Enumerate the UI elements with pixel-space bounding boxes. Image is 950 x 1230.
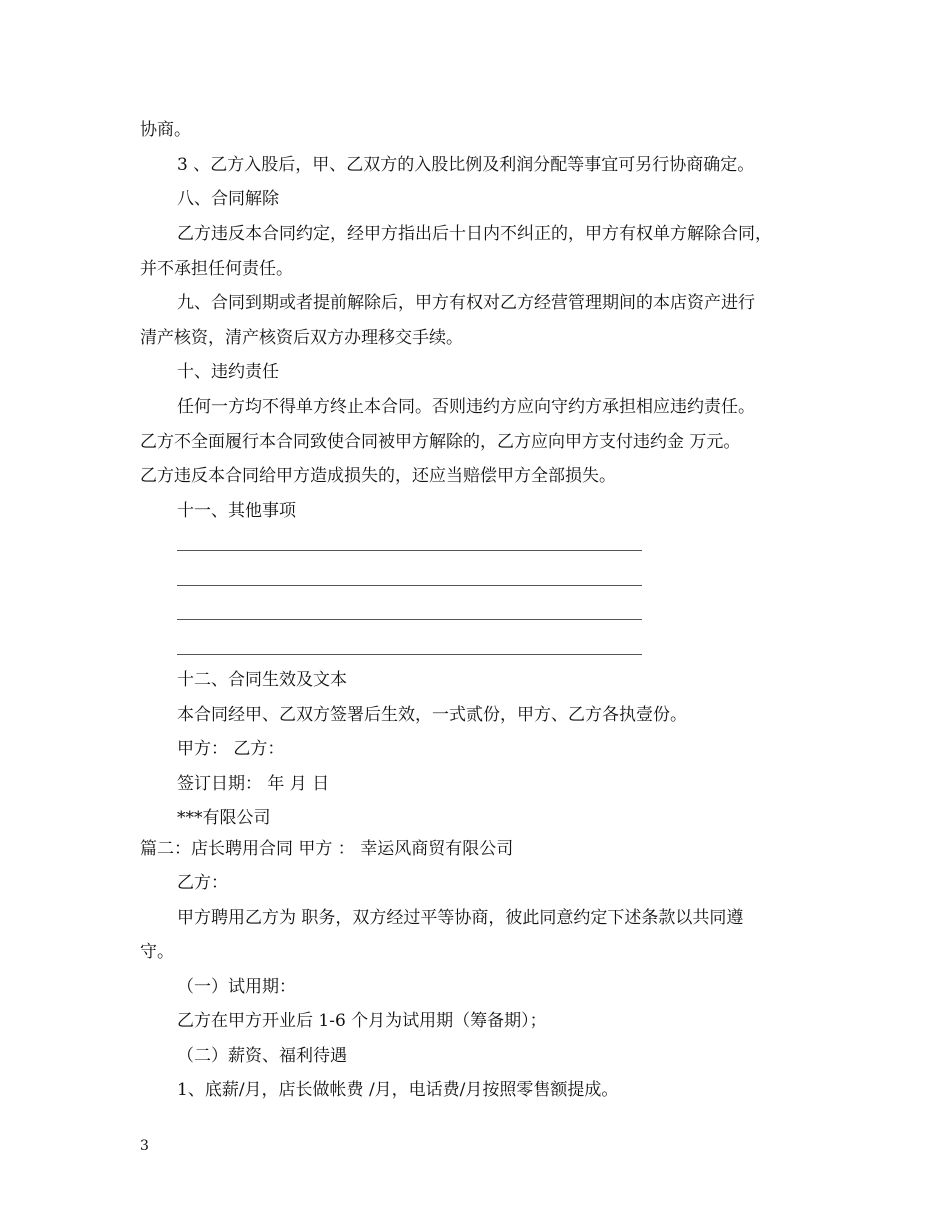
blank-fill-line xyxy=(177,550,642,551)
paragraph-line: 九、合同到期或者提前解除后，甲方有权对乙方经营管理期间的本店资产进行 xyxy=(177,293,755,313)
section-heading-termination: 八、合同解除 xyxy=(177,189,279,209)
paragraph-line: 任何一方均不得单方终止本合同。否则违约方应向守约方承担相应违约责任。 xyxy=(177,397,755,417)
company-name: ***有限公司 xyxy=(177,808,271,828)
signature-parties: 甲方： 乙方： xyxy=(177,739,285,759)
blank-fill-line xyxy=(177,654,642,655)
section-heading-other-matters: 十一、其他事项 xyxy=(177,501,296,521)
subsection-salary: （二）薪资、福利待遇 xyxy=(177,1046,347,1066)
paragraph-line: 协商。 xyxy=(140,120,191,140)
subsection-probation: （一）试用期： xyxy=(177,977,296,997)
blank-fill-line xyxy=(177,585,642,586)
paragraph-line: 并不承担任何责任。 xyxy=(140,259,293,279)
part-two-title: 篇二：店长聘用合同 甲方 ： 幸运风商贸有限公司 xyxy=(140,839,514,859)
paragraph-line: 守。 xyxy=(140,942,174,962)
paragraph-line: 乙方违反本合同约定，经甲方指出后十日内不纠正的，甲方有权单方解除合同， xyxy=(177,224,772,244)
paragraph-line: 乙方不全面履行本合同致使合同被甲方解除的，乙方应向甲方支付违约金 万元。 xyxy=(140,432,741,452)
paragraph-line: 甲方聘用乙方为 职务，双方经过平等协商，彼此同意约定下述条款以共同遵 xyxy=(177,908,744,928)
clause-3-equity: 3 、乙方入股后，甲、乙双方的入股比例及利润分配等事宜可另行协商确定。 xyxy=(177,155,755,175)
section-heading-liability: 十、违约责任 xyxy=(177,362,279,382)
paragraph-line: 本合同经甲、乙双方签署后生效，一式贰份，甲方、乙方各执壹份。 xyxy=(177,705,687,725)
blank-fill-line xyxy=(177,619,642,620)
party-b-label: 乙方： xyxy=(177,873,228,893)
signing-date: 签订日期： 年 月 日 xyxy=(177,774,330,794)
paragraph-line: 乙方在甲方开业后 1-6 个月为试用期（筹备期）； xyxy=(177,1011,547,1031)
paragraph-line: 清产核资，清产核资后双方办理移交手续。 xyxy=(140,328,463,348)
paragraph-line: 1、底薪/月，店长做帐费 /月，电话费/月按照零售额提成。 xyxy=(177,1080,619,1100)
page-number: 3 xyxy=(140,1138,149,1154)
paragraph-line: 乙方违反本合同给甲方造成损失的，还应当赔偿甲方全部损失。 xyxy=(140,466,616,486)
section-heading-effectiveness: 十二、合同生效及文本 xyxy=(177,670,347,690)
